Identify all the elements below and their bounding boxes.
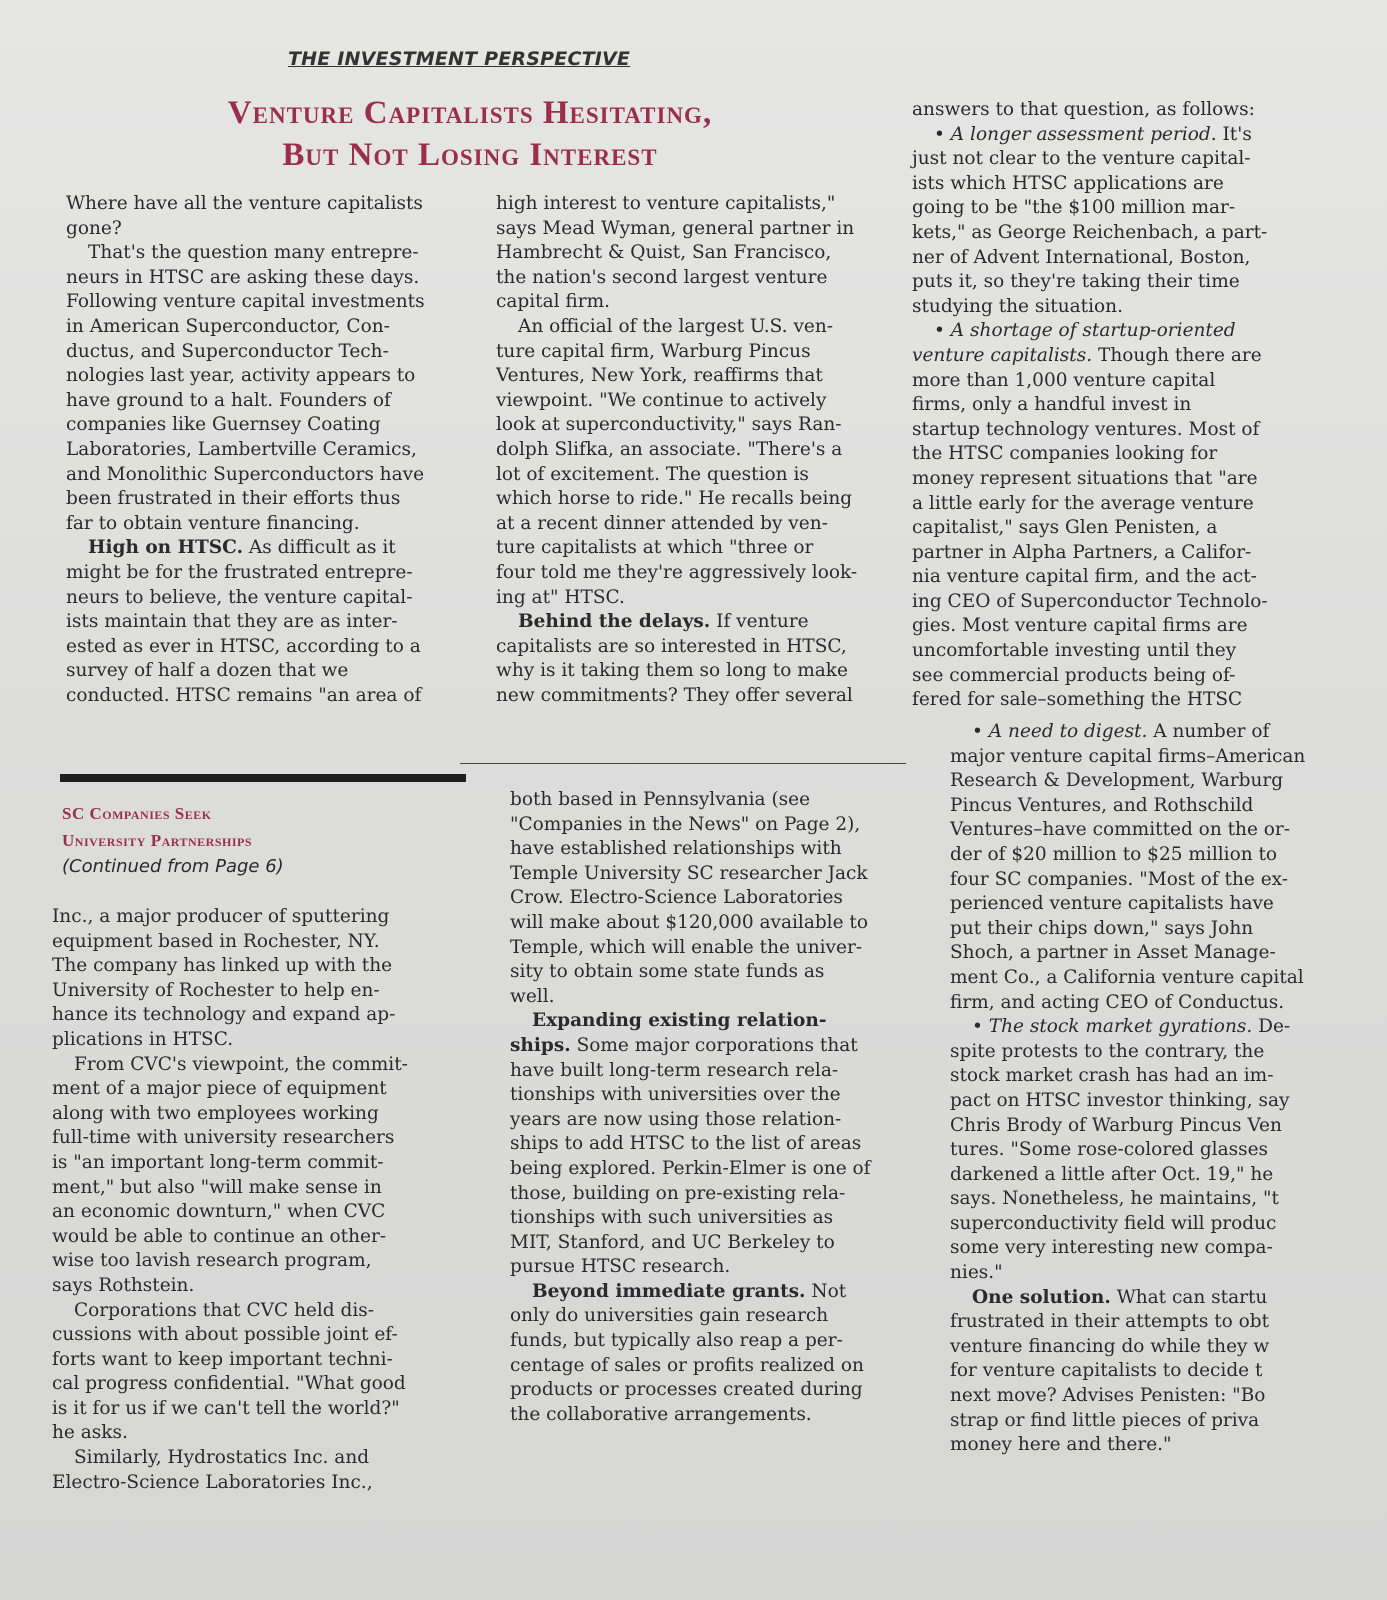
text-line: companies like Guernsey Coating <box>66 414 381 436</box>
text-line: next move? Advises Penisten: "Bo <box>950 1385 1266 1407</box>
subhead-expanding-cont: ships. <box>510 1034 571 1056</box>
text-line: firms, only a handful invest in <box>912 394 1192 416</box>
text-line: gone? <box>66 217 122 239</box>
text-line: frustrated in their attempts to obt <box>950 1311 1270 1333</box>
text-line: see commercial products being of- <box>912 664 1236 686</box>
text-line: ships. Some major corporations that <box>510 1034 858 1056</box>
text-line: says. Nonetheless, he maintains, "t <box>950 1188 1279 1210</box>
text-line: been frustrated in their efforts thus <box>66 488 401 510</box>
divider-rule <box>460 763 906 764</box>
text-line: From CVC's viewpoint, the commit- <box>74 1053 408 1075</box>
text-line: Pincus Ventures, and Rothschild <box>950 794 1254 816</box>
text-line: studying the situation. <box>912 295 1123 317</box>
text-line: nia venture capital firm, and the act- <box>912 566 1257 588</box>
text-line: pact on HTSC investor thinking, say <box>950 1089 1290 1111</box>
text-line: for venture capitalists to decide t <box>950 1360 1263 1382</box>
sidebar-column-2 <box>510 788 871 1427</box>
article-column-3-continued <box>950 720 1305 1458</box>
bullet-lead: • A longer assessment period. <box>934 123 1217 145</box>
text-line: years are now using those relation- <box>510 1108 842 1130</box>
bullet-lead: • A need to digest. <box>972 721 1148 742</box>
text-line: puts it, so they're taking their time <box>912 271 1240 293</box>
text-line: being explored. Perkin-Elmer is one of <box>510 1157 871 1179</box>
headline-line-2: But Not Losing Interest <box>282 137 658 173</box>
text-line: Laboratories, Lambertville Ceramics, <box>66 438 417 460</box>
text-line: Shoch, a partner in Asset Manage- <box>950 942 1276 964</box>
subhead-behind-the-delays: Behind the delays. <box>518 611 711 633</box>
text-line: would be able to continue an other- <box>52 1225 387 1247</box>
text-line: along with two employees working <box>52 1102 379 1124</box>
text-line: more than 1,000 venture capital <box>912 369 1216 391</box>
text-line: centage of sales or profits realized on <box>510 1354 864 1376</box>
subhead-expanding: Expanding existing relation- <box>532 1010 827 1032</box>
text-line: survey of half a dozen that we <box>66 660 349 682</box>
bullet-lead: • A shortage of startup-oriented <box>934 320 1236 342</box>
text-line: Ventures, New York, reaffirms that <box>496 365 823 387</box>
text-line: money here and there." <box>950 1434 1172 1456</box>
text-line: Inc., a major producer of sputtering <box>52 906 390 927</box>
text-line: at a recent dinner attended by ven- <box>496 512 828 534</box>
continued-note: (Continued from Page 6) <box>62 856 284 877</box>
text-line: those, building on pre-existing rela- <box>510 1182 846 1204</box>
section-kicker: THE INVESTMENT PERSPECTIVE <box>288 48 631 70</box>
text-line: capitalists are so interested in HTSC, <box>496 635 847 657</box>
text-line: One solution. What can startu <box>972 1286 1268 1308</box>
text-line: That's the question many entrepre- <box>88 242 419 264</box>
text-line: products or processes created during <box>510 1379 863 1401</box>
text-line: MIT, Stanford, and UC Berkeley to <box>510 1231 835 1253</box>
text-line: hance its technology and expand ap- <box>52 1004 396 1026</box>
text-line: darkened a little after Oct. 19," he <box>950 1163 1274 1185</box>
text-line: ductus, and Superconductor Tech- <box>66 340 389 362</box>
text-line: ships to add HTSC to the list of areas <box>510 1133 862 1155</box>
text-line: forts want to keep important techni- <box>52 1348 393 1370</box>
subhead-beyond-grants: Beyond immediate grants. <box>532 1280 806 1302</box>
text-line: ner of Advent International, Boston, <box>912 246 1251 268</box>
bullet-lead: • The stock market gyrations. <box>972 1016 1253 1038</box>
text-line: strap or find little pieces of priva <box>950 1409 1260 1431</box>
text-line: Hambrecht & Quist, San Francisco, <box>496 242 832 264</box>
text-line: ing at" HTSC. <box>496 586 625 608</box>
article-column-2 <box>496 192 857 708</box>
text-line: have built long-term research rela- <box>510 1059 839 1081</box>
text-line: Electro-Science Laboratories Inc., <box>52 1471 373 1493</box>
text-line: "Companies in the News" on Page 2), <box>510 813 861 835</box>
text-line <box>912 319 1268 344</box>
text-line: cal progress confidential. "What good <box>52 1373 406 1395</box>
text-line: Temple, which will enable the univer- <box>510 936 863 958</box>
text-line: tionships with such universities as <box>510 1207 834 1229</box>
text-line: dolph Slifka, an associate. "There's a <box>496 438 843 460</box>
article-column-1 <box>66 192 425 708</box>
text-line: funds, but typically also reap a per- <box>510 1330 843 1352</box>
text-line: some very interesting new compa- <box>950 1237 1273 1259</box>
text-line: nologies last year, activity appears to <box>66 365 416 387</box>
text-line: plications in HTSC. <box>52 1028 234 1050</box>
text-line: perienced venture capitalists have <box>950 893 1274 915</box>
text-line: spite protests to the contrary, the <box>950 1040 1265 1062</box>
sidebar-heading <box>62 800 252 854</box>
text-line: neurs in HTSC are asking these days. <box>66 266 420 288</box>
text-line: viewpoint. "We continue to actively <box>496 389 827 411</box>
text-line: neurs to believe, the venture capital- <box>66 586 413 608</box>
text-line: partner in Alpha Partners, a Califor- <box>912 541 1252 563</box>
headline-line-1: Venture Capitalists Hesitating, <box>227 95 713 131</box>
text-line: University of Rochester to help en- <box>52 979 380 1001</box>
text-line: will make about $120,000 available to <box>510 911 869 933</box>
text-line: Behind the delays. If venture <box>518 611 809 633</box>
text-line: says Mead Wyman, general partner in <box>496 217 855 239</box>
text-line: ment Co., a California venture capital <box>950 966 1304 988</box>
text-line: in American Superconductor, Con- <box>66 315 390 337</box>
text-line: Research & Development, Warburg <box>950 770 1284 792</box>
sidebar-rule <box>60 774 466 782</box>
subhead-high-on-htsc: High on HTSC. <box>88 537 244 559</box>
text-line: an economic downturn," when CVC <box>52 1201 386 1223</box>
text-line: uncomfortable investing until they <box>912 640 1237 662</box>
text-line: well. <box>510 985 555 1007</box>
text-line: Where have all the venture capitalists <box>66 193 423 214</box>
text-line: major venture capital firms–American <box>950 745 1306 767</box>
text-line: full-time with university researchers <box>52 1127 395 1149</box>
sidebar-title-line-2: University Partnerships <box>62 831 253 850</box>
bullet-lead: venture capitalists. <box>912 344 1093 366</box>
text-line: venture financing do while they w <box>950 1335 1270 1357</box>
text-line: going to be "the $100 million mar- <box>912 197 1236 219</box>
text-line: An official of the largest U.S. ven- <box>518 315 834 337</box>
text-line: nies." <box>950 1262 1003 1284</box>
text-line: why is it taking them so long to make <box>496 660 848 682</box>
text-line: sity to obtain some state funds as <box>510 961 825 983</box>
text-line: conducted. HTSC remains "an area of <box>66 684 422 706</box>
text-line: is "an important long-term commit- <box>52 1151 384 1173</box>
text-line: new commitments? They offer several <box>496 684 853 706</box>
text-line: the nation's second largest venture <box>496 266 828 288</box>
text-line: says Rothstein. <box>52 1274 195 1296</box>
text-line: only do universities gain research <box>510 1305 829 1327</box>
text-line: ing CEO of Superconductor Technolo- <box>912 590 1268 612</box>
text-line: Chris Brody of Warburg Pincus Ven <box>950 1114 1282 1136</box>
article-headline <box>190 92 750 176</box>
text-line: superconductivity field will produc <box>950 1212 1277 1234</box>
text-line: startup technology ventures. Most of <box>912 418 1260 440</box>
text-line: Following venture capital investments <box>66 291 425 313</box>
text-line: ture capital firm, Warburg Pincus <box>496 340 811 362</box>
text-line: tionships with universities over the <box>510 1084 841 1106</box>
text-line: Ventures–have committed on the or- <box>950 819 1291 841</box>
text-line: • A longer assessment period. It's <box>934 123 1252 145</box>
text-line: gies. Most venture capital firms are <box>912 615 1248 637</box>
text-line: Beyond immediate grants. Not <box>532 1280 847 1302</box>
text-line: kets," as George Reichenbach, a part- <box>912 221 1268 243</box>
text-line: four SC companies. "Most of the ex- <box>950 868 1289 890</box>
text-line: have ground to a halt. Founders of <box>66 389 391 411</box>
text-line: ment," but also "will make sense in <box>52 1176 382 1198</box>
text-line: he asks. <box>52 1422 128 1444</box>
text-line: capital firm. <box>496 291 611 313</box>
text-line: High on HTSC. As difficult as it <box>88 537 396 559</box>
text-line: capitalist," says Glen Penisten, a <box>912 517 1218 539</box>
text-line: have established relationships with <box>510 838 842 860</box>
text-line: answers to that question, as follows: <box>912 99 1255 120</box>
text-line: tures. "Some rose-colored glasses <box>950 1139 1269 1161</box>
text-line: might be for the frustrated entrepre- <box>66 561 413 583</box>
text-line: • The stock market gyrations. De- <box>972 1016 1291 1038</box>
text-line: far to obtain venture financing. <box>66 512 360 534</box>
text-line: pursue HTSC research. <box>510 1256 731 1278</box>
text-line: a little early for the average venture <box>912 492 1254 514</box>
sidebar-column-1 <box>52 905 408 1495</box>
text-line: ists which HTSC applications are <box>912 172 1224 194</box>
text-line: Temple University SC researcher Jack <box>510 862 868 884</box>
text-line: Corporations that CVC held dis- <box>74 1299 375 1321</box>
text-line <box>510 1009 871 1034</box>
text-line: is it for us if we can't tell the world?" <box>52 1397 400 1419</box>
text-line: high interest to venture capitalists," <box>496 193 836 214</box>
text-line: Crow. Electro-Science Laboratories <box>510 887 843 909</box>
article-column-3 <box>912 98 1268 713</box>
text-line: • A need to digest. A number of <box>972 721 1270 742</box>
text-line: der of $20 million to $25 million to <box>950 843 1278 865</box>
text-line: four told me they're aggressively look- <box>496 561 858 583</box>
text-line: equipment based in Rochester, NY. <box>52 930 380 952</box>
text-line: both based in Pennsylvania (see <box>510 789 811 810</box>
text-line: look at superconductivity," says Ran- <box>496 414 842 436</box>
text-line: cussions with about possible joint ef- <box>52 1324 398 1346</box>
text-line: the HTSC companies looking for <box>912 443 1218 465</box>
text-line: wise too lavish research program, <box>52 1250 372 1272</box>
text-line: ment of a major piece of equipment <box>52 1078 387 1100</box>
sidebar-title-line-1: SC Companies Seek <box>62 804 212 823</box>
text-line: the collaborative arrangements. <box>510 1403 812 1425</box>
text-line: money represent situations that "are <box>912 467 1258 489</box>
text-line: ested as ever in HTSC, according to a <box>66 635 421 657</box>
text-line: firm, and acting CEO of Conductus. <box>950 991 1285 1013</box>
text-line: and Monolithic Superconductors have <box>66 463 425 485</box>
text-line: ists maintain that they are as inter- <box>66 611 398 633</box>
text-line: just not clear to the venture capital- <box>912 148 1251 170</box>
text-line: venture capitalists. Though there are <box>912 344 1262 366</box>
text-line: put their chips down," says John <box>950 917 1254 939</box>
text-line: ture capitalists at which "three or <box>496 537 814 559</box>
text-line: fered for sale–something the HTSC <box>912 689 1243 711</box>
text-line: which horse to ride." He recalls being <box>496 488 853 510</box>
text-line: The company has linked up with the <box>52 955 393 977</box>
subhead-one-solution: One solution. <box>972 1286 1111 1308</box>
text-line: stock market crash has had an im- <box>950 1065 1274 1087</box>
text-line: Similarly, Hydrostatics Inc. and <box>74 1447 370 1469</box>
text-line: lot of excitement. The question is <box>496 463 809 485</box>
